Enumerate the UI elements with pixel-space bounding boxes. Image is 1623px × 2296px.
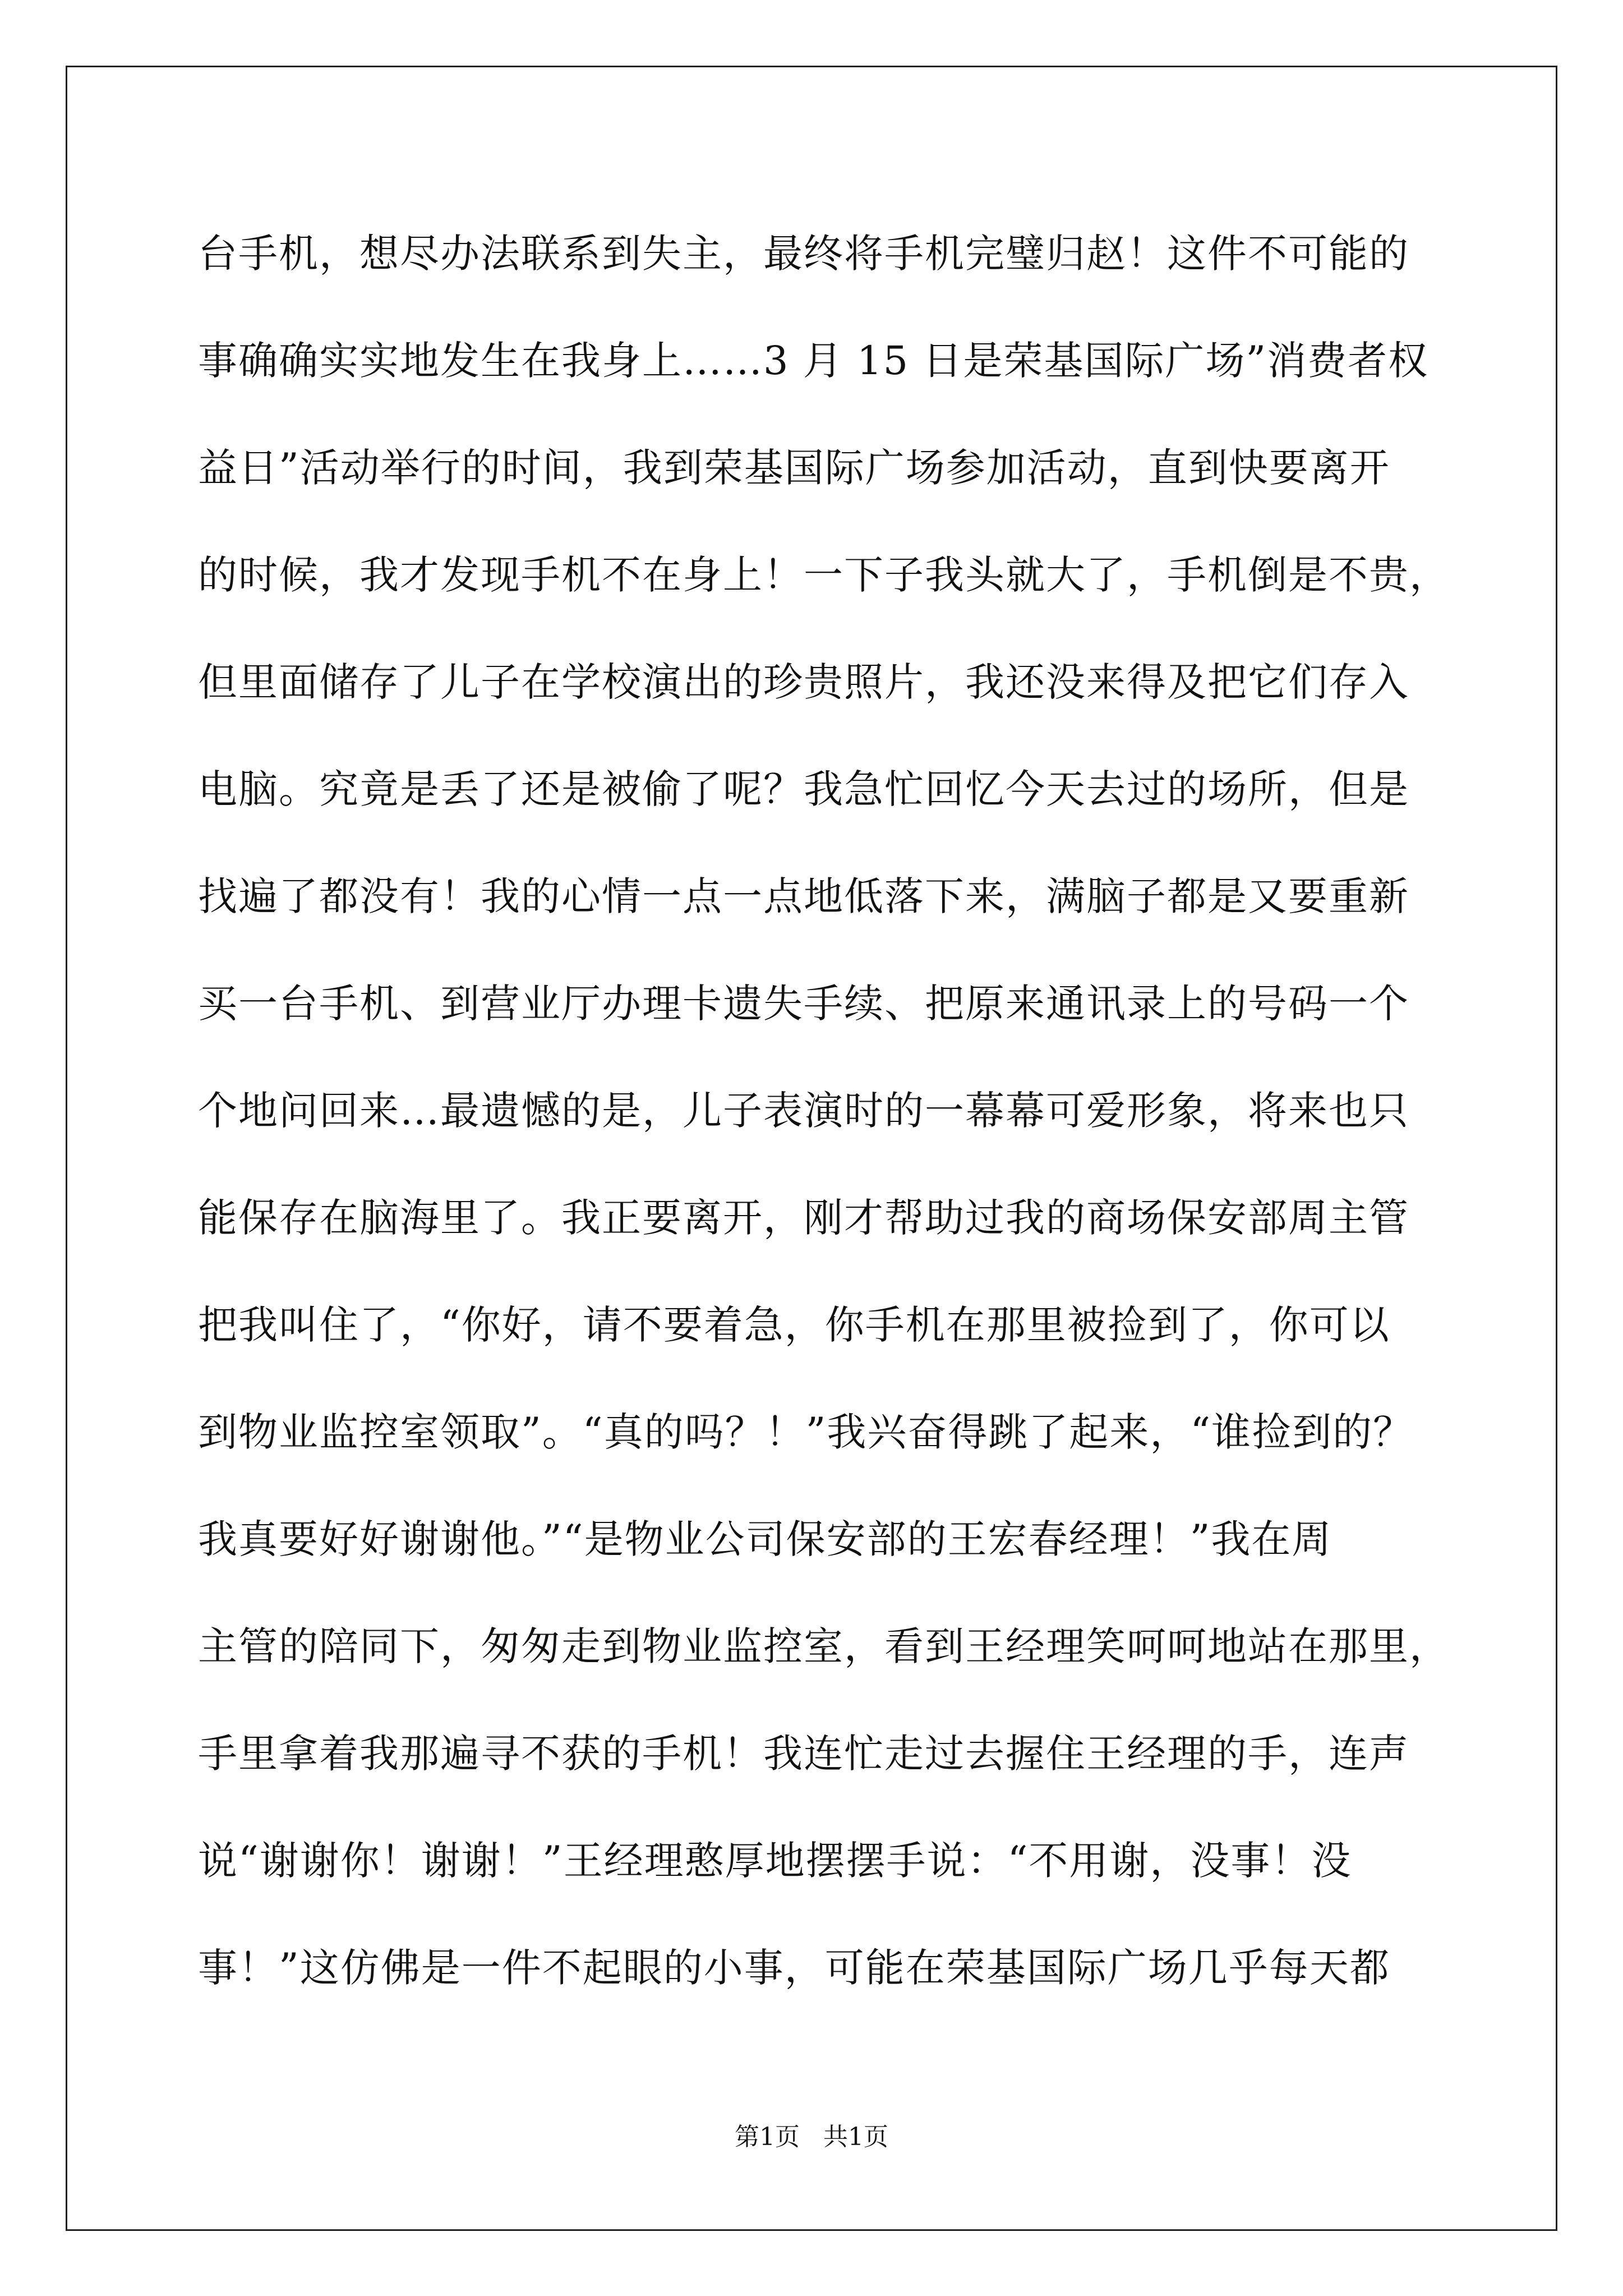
page-number-footer: 第1页 共1页 bbox=[735, 2123, 888, 2151]
text-line: 个地问回来…最遗憾的是，儿子表演时的一幕幕可爱形象，将来也只 bbox=[198, 1088, 1409, 1134]
text-line: 我真要好好谢谢他。”“是物业公司保安部的王宏春经理！”我在周 bbox=[198, 1516, 1332, 1562]
text-line: 说“谢谢你！谢谢！”王经理憨厚地摆摆手说：“不用谢，没事！没 bbox=[198, 1838, 1352, 1884]
text-line: 主管的陪同下，匆匆走到物业监控室，看到王经理笑呵呵地站在那里， bbox=[198, 1623, 1450, 1669]
text-line: 的时候，我才发现手机不在身上！一下子我头就大了，手机倒是不贵， bbox=[198, 552, 1450, 598]
text-line: 台手机，想尽办法联系到失主，最终将手机完璧归赵！这件不可能的 bbox=[198, 231, 1409, 277]
body-text bbox=[198, 214, 1488, 2036]
text-line: 但里面储存了儿子在学校演出的珍贵照片，我还没来得及把它们存入 bbox=[198, 659, 1409, 705]
text-line: 事确确实实地发生在我身上……3 月 15 日是荣基国际广场”消费者权 bbox=[198, 338, 1429, 384]
text-line: 买一台手机、到营业厅办理卡遗失手续、把原来通讯录上的号码一个 bbox=[198, 981, 1409, 1027]
text-line: 到物业监控室领取”。“真的吗？！”我兴奋得跳了起来，“谁捡到的？ bbox=[198, 1409, 1414, 1455]
text-line: 手里拿着我那遍寻不获的手机！我连忙走过去握住王经理的手，连声 bbox=[198, 1731, 1409, 1777]
text-line: 电脑。究竟是丢了还是被偷了呢？我急忙回忆今天去过的场所，但是 bbox=[198, 766, 1409, 812]
text-line: 益日”活动举行的时间，我到荣基国际广场参加活动，直到快要离开 bbox=[198, 445, 1390, 491]
text-line: 找遍了都没有！我的心情一点一点地低落下来，满脑子都是又要重新 bbox=[198, 873, 1409, 919]
text-line: 把我叫住了，“你好，请不要着急，你手机在那里被捡到了，你可以 bbox=[198, 1302, 1390, 1348]
text-line: 能保存在脑海里了。我正要离开，刚才帮助过我的商场保安部周主管 bbox=[198, 1195, 1409, 1241]
text-line: 事！”这仿佛是一件不起眼的小事，可能在荣基国际广场几乎每天都 bbox=[198, 1945, 1390, 1991]
